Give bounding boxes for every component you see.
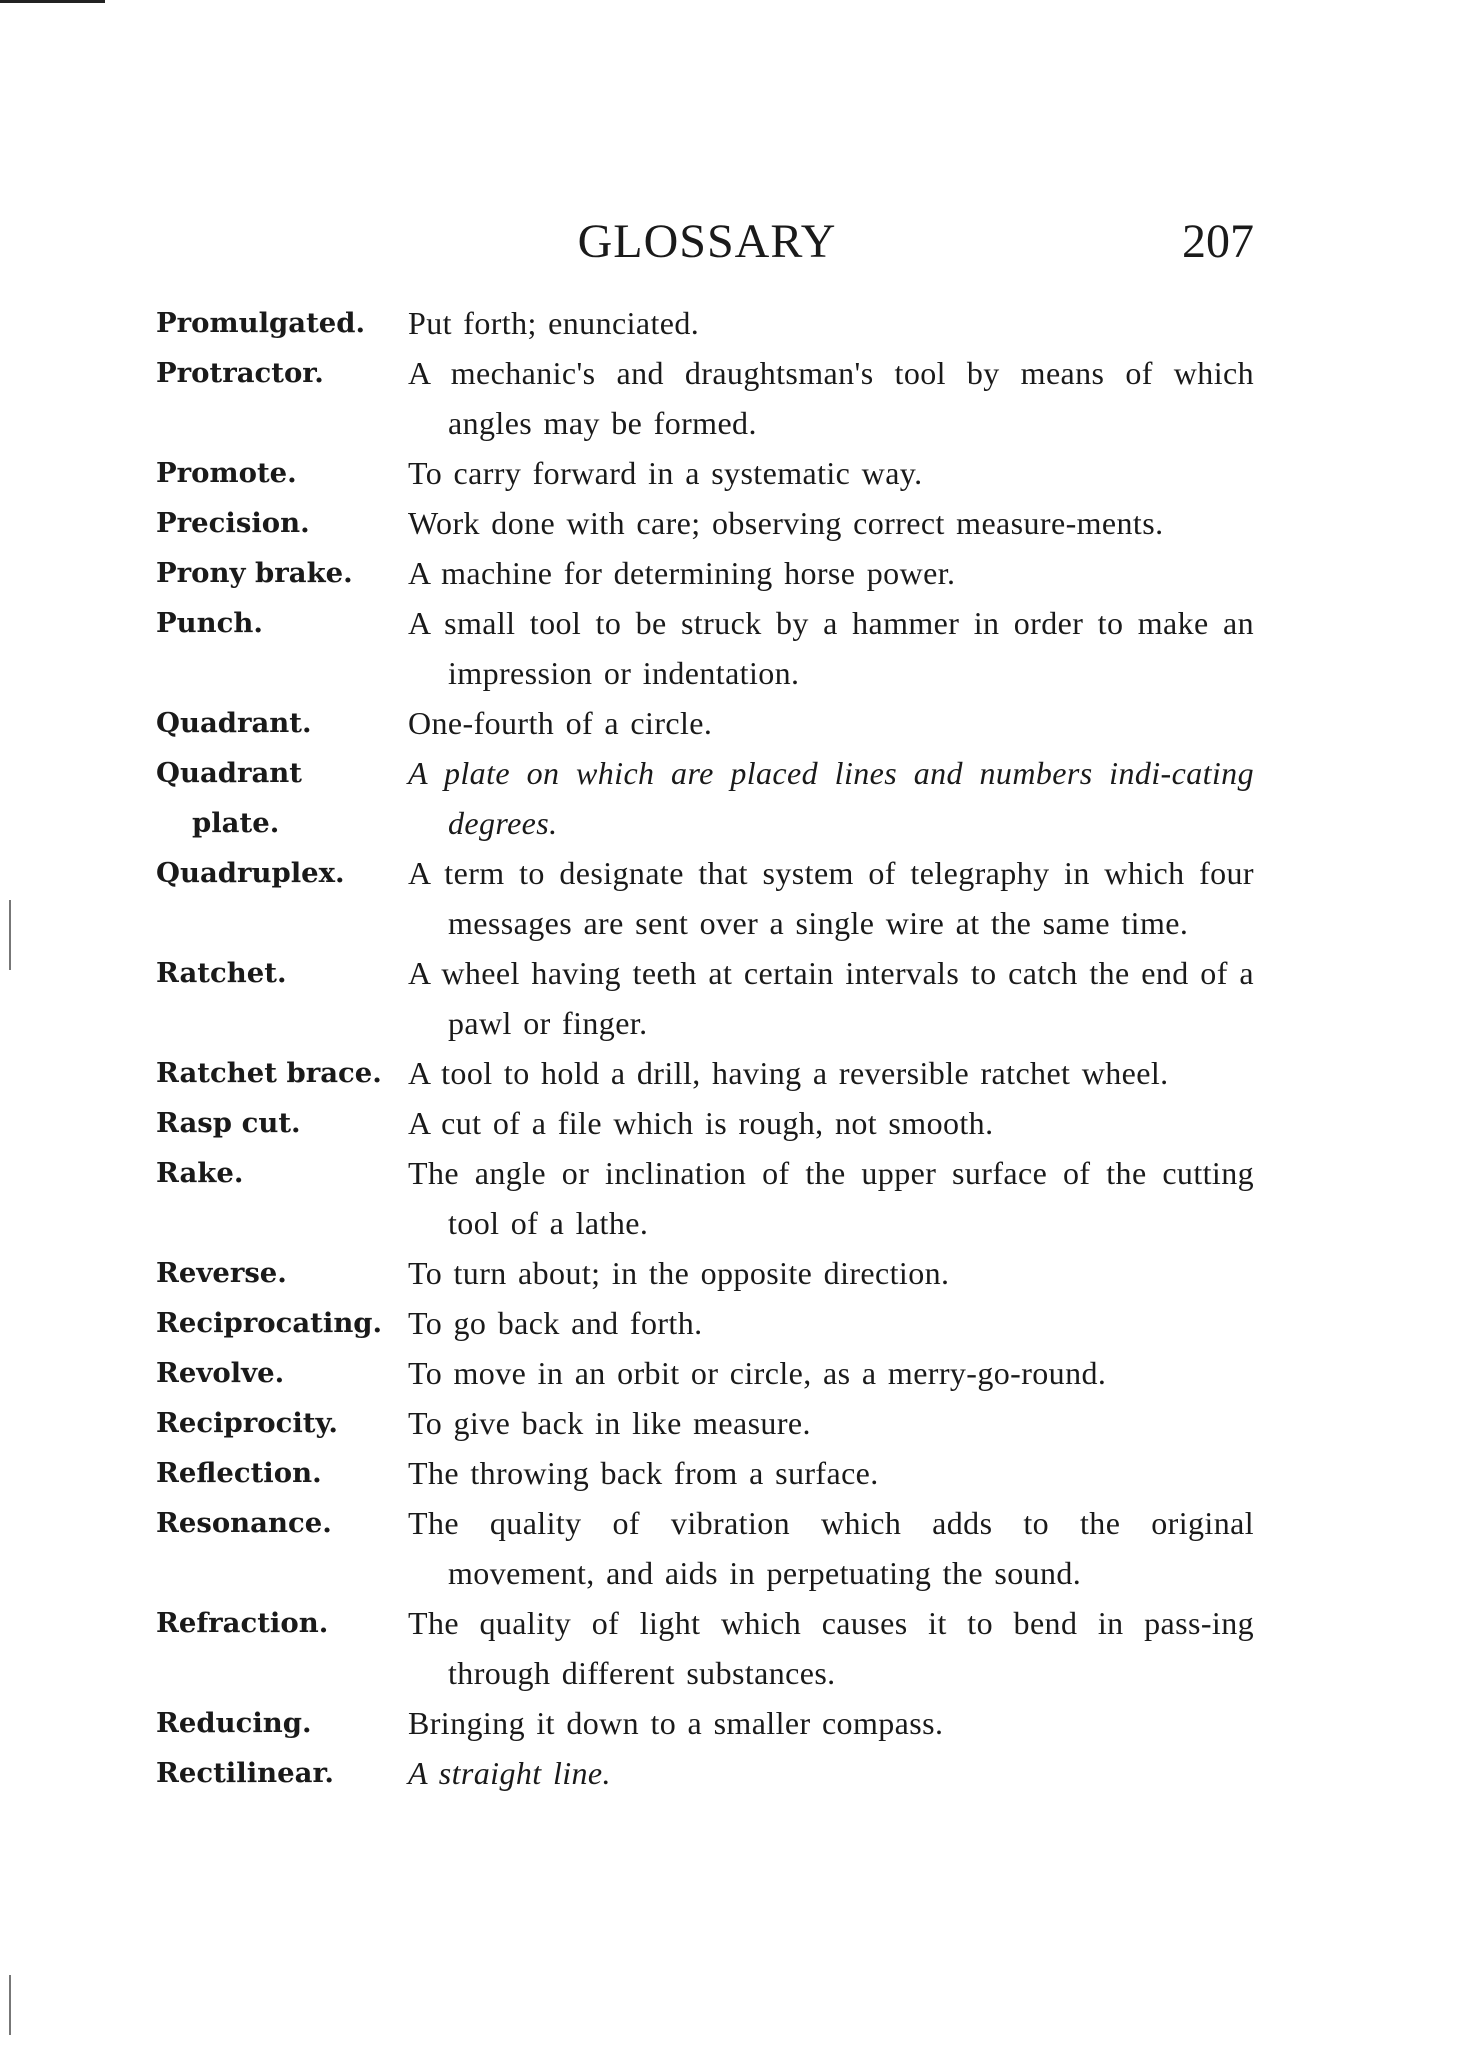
glossary-entry	[156, 698, 1254, 748]
glossary-definition: Work done with care; observing correct measure-ments.	[408, 505, 1164, 541]
glossary-definition: A cut of a file which is rough, not smooth.	[408, 1105, 994, 1141]
glossary-definition: A straight line.	[408, 1755, 611, 1791]
glossary-definition: A wheel having teeth at certain intervals to catch the end of a pawl or finger.	[408, 955, 1254, 1041]
glossary-entry	[156, 448, 1254, 498]
glossary-term: Ratchet.	[156, 957, 287, 989]
glossary-entry	[156, 348, 1254, 448]
glossary-term: Prony brake.	[156, 557, 353, 589]
glossary-term: Reciprocity.	[156, 1407, 338, 1439]
glossary-term: Promulgated.	[156, 307, 366, 339]
glossary-definition: To turn about; in the opposite direction.	[408, 1255, 950, 1291]
glossary-entry	[156, 298, 1254, 348]
glossary-entry	[156, 1398, 1254, 1448]
glossary-entry	[156, 548, 1254, 598]
glossary-term: Protractor.	[156, 357, 324, 389]
glossary-entry	[156, 1248, 1254, 1298]
glossary-term: Quadruplex.	[156, 857, 345, 889]
glossary-term: Reverse.	[156, 1257, 287, 1289]
glossary-term: Promote.	[156, 457, 297, 489]
glossary-definition: The quality of vibration which adds to the original movement, and aids in perpetuating the sound.	[408, 1505, 1254, 1591]
glossary-definition: To give back in like measure.	[408, 1405, 811, 1441]
glossary-entry	[156, 1698, 1254, 1748]
glossary-definition: The quality of light which causes it to bend in pass-ing through different substances.	[408, 1605, 1254, 1691]
glossary-definition: Put forth; enunciated.	[408, 305, 700, 341]
glossary-entry	[156, 1598, 1254, 1698]
glossary-term: Reducing.	[156, 1707, 312, 1739]
glossary-entry	[156, 848, 1254, 948]
glossary-entry	[156, 1748, 1254, 1798]
glossary-entry	[156, 598, 1254, 698]
glossary-definition: A small tool to be struck by a hammer in order to make an impression or indentation.	[408, 605, 1254, 691]
left-edge-mark	[9, 1975, 11, 2035]
glossary-term: Reflection.	[156, 1457, 322, 1489]
glossary-entry	[156, 1048, 1254, 1098]
glossary-term-line: Quadrant	[156, 757, 302, 789]
glossary-definition: To go back and forth.	[408, 1305, 703, 1341]
glossary-entry	[156, 1498, 1254, 1598]
glossary-definition: A machine for determining horse power.	[408, 555, 956, 591]
glossary-term: Quadrant.	[156, 707, 312, 739]
glossary-definition: A mechanic's and draughtsman's tool by means of which angles may be formed.	[408, 355, 1254, 441]
glossary-term: Rake.	[156, 1157, 244, 1189]
glossary-entry	[156, 1298, 1254, 1348]
page-number: 207	[1182, 215, 1254, 268]
glossary-entry	[156, 1448, 1254, 1498]
page-title: GLOSSARY	[577, 215, 837, 268]
glossary-definition: To carry forward in a systematic way.	[408, 455, 923, 491]
glossary-term: Ratchet brace.	[156, 1057, 382, 1089]
glossary-term: Rasp cut.	[156, 1107, 301, 1139]
glossary-entry	[156, 748, 1254, 848]
glossary-term: Revolve.	[156, 1357, 285, 1389]
glossary-term: Refraction.	[156, 1607, 329, 1639]
glossary-term: Reciprocating.	[156, 1307, 383, 1339]
glossary-definition: To move in an orbit or circle, as a merry-go-round.	[408, 1355, 1107, 1391]
glossary-definition: Bringing it down to a smaller compass.	[408, 1705, 944, 1741]
glossary-term: Punch.	[156, 607, 263, 639]
glossary-definition: One-fourth of a circle.	[408, 705, 713, 741]
glossary-entry	[156, 498, 1254, 548]
page-header	[160, 212, 1254, 272]
glossary-definition: The throwing back from a surface.	[408, 1455, 879, 1491]
glossary-definition: A plate on which are placed lines and numbers indi-cating degrees.	[408, 755, 1254, 841]
glossary-entry	[156, 948, 1254, 1048]
glossary-definition: A tool to hold a drill, having a reversible ratchet wheel.	[408, 1055, 1169, 1091]
glossary-term-continuation: plate.	[192, 807, 280, 839]
glossary-definition: The angle or inclination of the upper surface of the cutting tool of a lathe.	[408, 1155, 1254, 1241]
glossary-entry	[156, 1348, 1254, 1398]
corner-rule	[0, 0, 105, 3]
glossary-term: Precision.	[156, 507, 310, 539]
glossary-entry	[156, 1148, 1254, 1248]
glossary-term	[156, 748, 408, 848]
glossary-term: Rectilinear.	[156, 1757, 334, 1789]
glossary-definition: A term to designate that system of telegraphy in which four messages are sent over a single wire at the same time.	[408, 855, 1254, 941]
glossary-list	[156, 298, 1254, 1798]
glossary-term: Resonance.	[156, 1507, 332, 1539]
glossary-entry	[156, 1098, 1254, 1148]
left-edge-mark	[9, 900, 11, 970]
